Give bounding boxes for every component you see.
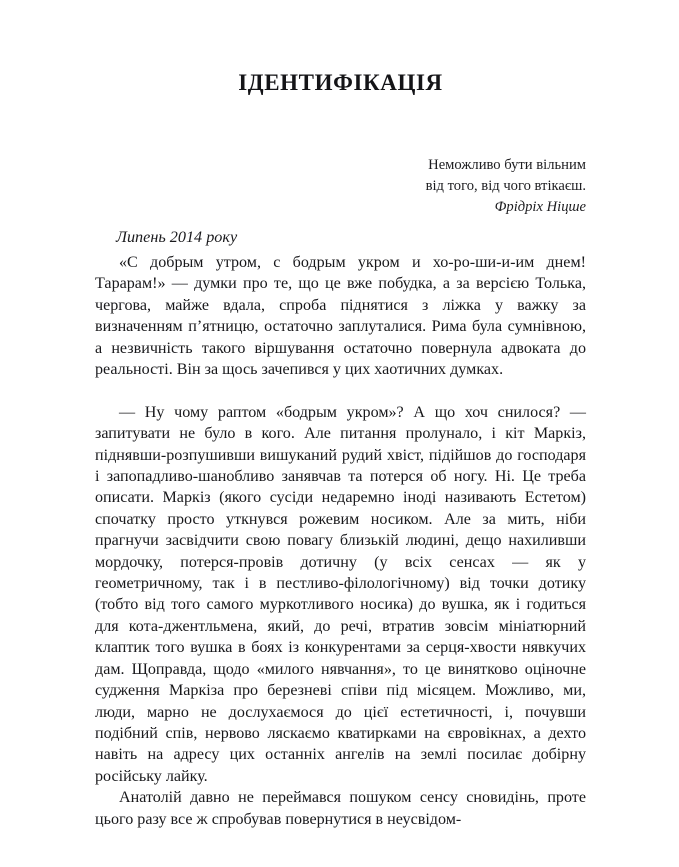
page-title: ІДЕНТИФІКАЦІЯ <box>238 70 443 95</box>
epigraph-attribution: Фрідріх Ніцше <box>494 199 586 215</box>
epigraph-block <box>95 155 586 218</box>
epigraph-line-1: Неможливо бути вільним <box>428 157 586 173</box>
body-text <box>95 252 586 830</box>
paragraph: — Ну чому раптом «бодрым укром»? А що хоч снилося? — запитувати не було в кого. Але питання пролунало, і кіт Маркіз, піднявши-розпушивши вишуканий рудий хвіст, підійшов до господаря і запопадливо-шанобливо занявчав та потерся об ногу. Ні. Це треба описати. Маркіз (якого сусіди недаремно іноді називають Естетом) спочатку просто уткнувся рожевим носиком. Але за мить, ніби прагнучи засвідчити свою повагу близькій людині, дещо нахиливши мордочку, потерся-провів дотичну (у всіх сенсах — як у геометричному, так і в пестливо-філологічному) від точки дотику (тобто від того самого муркотливого носика) до вушка, як і годиться для кота-джентльмена, який, до речі, втратив зовсім мініатюрний клаптик того вушка в боях із конкурентами за серця-хвости нявкучих дам. Щоправда, щодо «милого нявчання», то це винятково оціночне судження Маркіза про березневі співи під місяцем. Можливо, ми, люди, марно не дослухаємося до цієї естетичності, і, почувши подібний спів, нервово ляскаємо кватирками на євровікнах, а дехто навіть на адресу цих останніх ангелів на землі посилає добірну російську лайку. <box>95 403 586 785</box>
paragraph: «С добрым утром, с бодрым укром и хо-ро-ши-и-им днем! Тарарам!» — думки про те, що це вже побудка, а за версією Толька, чергова, майже вдала, спроба піднятися з ліжка у важку за визначенням п’ятницю, остаточно заплуталися. Рима була сумнівною, а незвичність такого віршування остаточно повернула адвоката до реальності. Він за щось зачепився у цих хаотичних думках. <box>95 254 586 379</box>
epigraph-line-2: від того, від чого втікаєш. <box>425 177 586 194</box>
dateline: Липень 2014 року <box>116 228 238 246</box>
paragraph: Анатолій давно не переймався пошуком сенсу сновидінь, проте цього разу все ж спробував повернутися в неусвідом- <box>95 789 586 828</box>
